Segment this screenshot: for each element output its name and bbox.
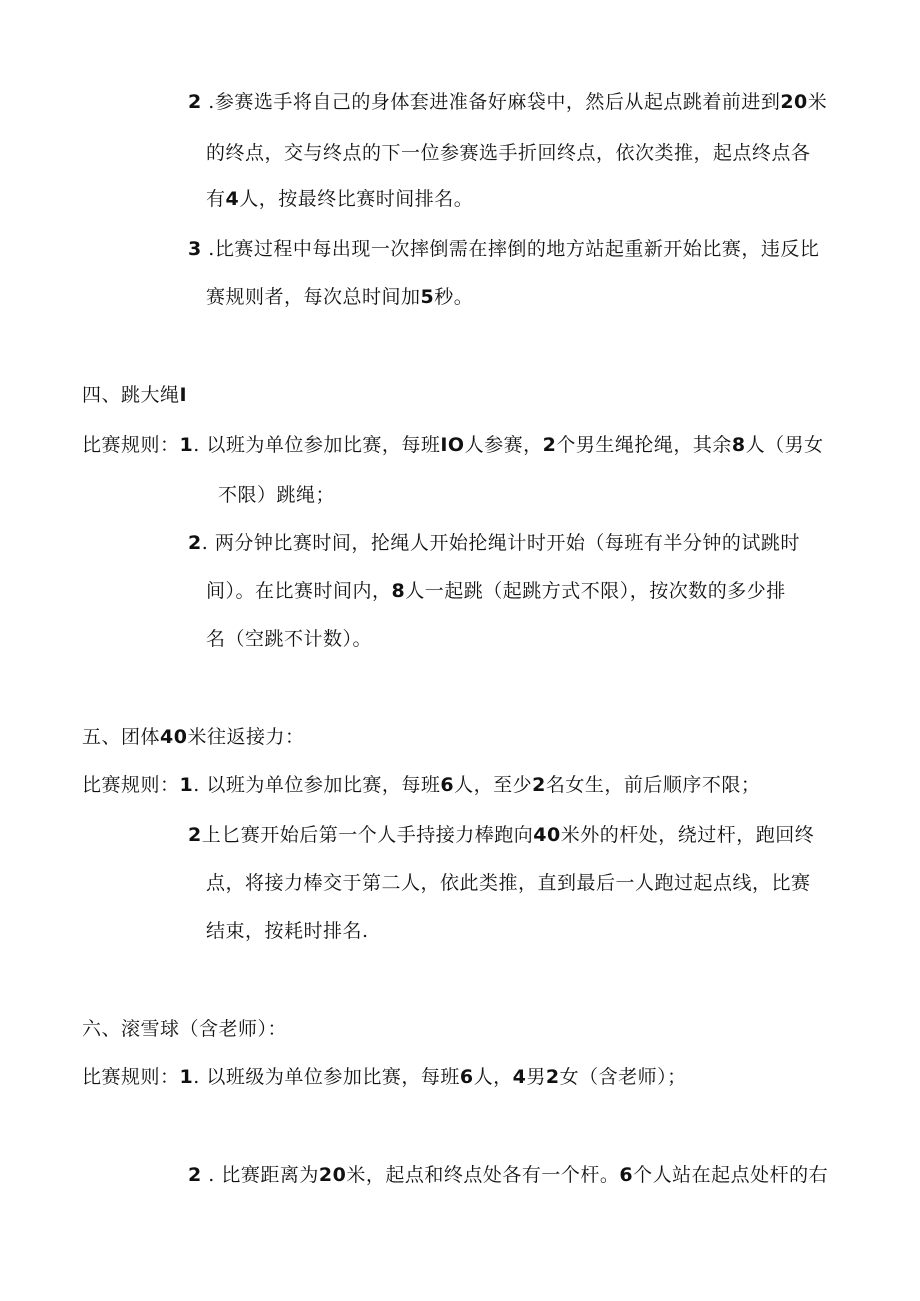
jump-rope-rule-2-line-3: 名（空跳不计数）。 — [206, 628, 373, 650]
rule-item-2-line-3: 有4人，按最终比赛时间排名。 — [206, 188, 474, 210]
relay-rule-2-line-3: 结束，按耗时排名. — [206, 920, 369, 942]
rule-item-2-line-2: 的终点，交与终点的下一位参赛选手折回终点，依次类推，起点终点各 — [206, 142, 811, 164]
relay-rule-2-line-1: 2上匕赛开始后第一个人手持接力棒跑向40米外的杆处，绕过杆，跑回终 — [188, 824, 815, 846]
rule-item-3-line-2: 赛规则者，每次总时间加5秒。 — [206, 286, 474, 308]
section-heading-relay: 五、团体40米往返接力： — [82, 726, 305, 748]
relay-rule-1: 比赛规则：1. 以班为单位参加比赛，每班6人，至少2名女生，前后顺序不限； — [82, 774, 761, 796]
relay-rule-2-line-2: 点，将接力棒交于第二人，依此类推，直到最后一人跑过起点线，比赛 — [206, 872, 811, 894]
snowball-rule-2-line-1: 2 . 比赛距离为20米，起点和终点处各有一个杆。6个人站在起点处杆的右 — [188, 1164, 829, 1186]
jump-rope-rule-1-line-1: 比赛规则：1. 以班为单位参加比赛，每班IO人参赛，2个男生绳抡绳，其余8人（男女 — [82, 434, 824, 456]
jump-rope-rule-2-line-2: 间）。在比赛时间内，8人一起跳（起跳方式不限），按次数的多少排 — [206, 580, 786, 602]
section-heading-snowball: 六、滚雪球（含老师）： — [82, 1018, 288, 1040]
rule-item-2-line-1: 2 .参赛选手将自己的身体套进准备好麻袋中，然后从起点跳着前进到20米 — [188, 91, 828, 113]
rule-item-3-line-1: 3 .比赛过程中每出现一次摔倒需在摔倒的地方站起重新开始比赛，违反比 — [188, 238, 820, 260]
jump-rope-rule-2-line-1: 2. 两分钟比赛时间，抡绳人开始抡绳计时开始（每班有半分钟的试跳时 — [188, 532, 800, 554]
section-heading-jump-rope: 四、跳大绳I — [82, 384, 188, 406]
jump-rope-rule-1-line-2: 不限）跳绳； — [218, 484, 336, 506]
snowball-rule-1: 比赛规则：1. 以班级为单位参加比赛，每班6人，4男2女（含老师）； — [82, 1066, 687, 1088]
